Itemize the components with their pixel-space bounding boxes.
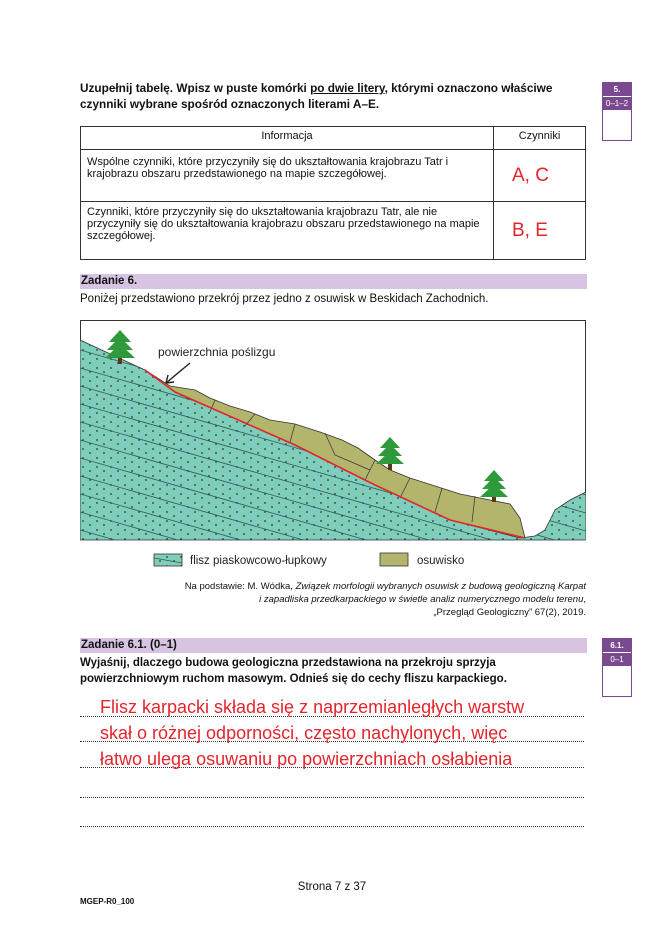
task5-instruction [80, 80, 580, 112]
score-box-5 [602, 82, 632, 141]
answer-line [80, 826, 584, 827]
score-range: 0–1 [603, 652, 631, 666]
instruction-text: Uzupełnij tabelę. Wpisz w puste komórki [80, 81, 311, 95]
score-number: 6.1. [603, 639, 631, 652]
row-info: Czynniki, które przyczyniły się do ukształtowania krajobrazu Tatr, ale nie przyczyniły się do ukształtowania krajobrazu obszaru przedstawionego na mapie szczegółowej. [81, 202, 494, 260]
answer-line-text: Flisz karpacki składa się z naprzemianległych warstw [100, 697, 525, 717]
legend-label-landslide: osuwisko [417, 555, 465, 567]
page-number: Strona 7 z 37 [297, 881, 367, 893]
legend-label-flysch: flisz piaskowcowo-łupkowy [190, 555, 327, 567]
source-title-1: Związek morfologii wybranych osuwisk z budową geologiczną Karpat [295, 581, 586, 592]
instruction-underlined: po dwie litery [310, 81, 385, 95]
table-row [81, 150, 586, 202]
answer-handwritten[interactable] [100, 694, 590, 772]
task61-question: Wyjaśnij, dlaczego budowa geologiczna przedstawiona na przekroju sprzyja powierzchniowym ruchom masowym. Odnieś się do cechy fliszu karpackiego. [80, 657, 507, 685]
landslide-cross-section [80, 320, 586, 570]
score-range: 0–1–2 [603, 96, 631, 110]
legend-swatch-flysch [154, 554, 182, 566]
answer-line-text: skał o różnej odporności, często nachylonych, więc [100, 723, 508, 743]
score-field[interactable] [603, 110, 631, 140]
score-box-6-1 [602, 638, 632, 697]
table-row [81, 202, 586, 260]
header-factors: Czynniki [494, 127, 586, 150]
slip-surface-label: powierzchnia poślizgu [158, 345, 276, 359]
source-citation [116, 580, 586, 619]
task6-header: Zadanie 6. [80, 274, 587, 289]
source-comma: , [583, 594, 586, 605]
legend-swatch-landslide [380, 553, 408, 566]
answer-cell[interactable]: B, E [494, 202, 586, 260]
task6-intro: Poniżej przedstawiono przekrój przez jedno z osuwisk w Beskidach Zachodnich. [80, 293, 489, 305]
task61-header: Zadanie 6.1. (0–1) [80, 638, 587, 653]
answer-cell[interactable]: A, C [494, 150, 586, 202]
instruction-text-end: , którymi oznaczono właściwe czynniki wybrane spośród oznaczonych literami A–E. [80, 81, 553, 111]
source-prefix: Na podstawie: M. Wódka, [184, 581, 296, 592]
source-journal: „Przegląd Geologiczny” 67(2), 2019. [433, 607, 586, 618]
header-info: Informacja [81, 127, 494, 150]
answer-line-text: łatwo ulega osuwaniu po powierzchniach osłabienia [100, 749, 513, 769]
score-number: 5. [603, 83, 631, 96]
source-title-2: i zapadliska przedkarpackiego w świetle analiz numerycznego modelu terenu [259, 594, 584, 605]
answer-line [80, 797, 584, 798]
factors-table [80, 126, 586, 260]
score-field[interactable] [603, 666, 631, 696]
row-info: Wspólne czynniki, które przyczyniły się do ukształtowania krajobrazu Tatr i krajobrazu obszaru przedstawionego na mapie szczegółowej. [81, 150, 494, 202]
exam-code: MGEP-R0_100 [80, 897, 135, 906]
